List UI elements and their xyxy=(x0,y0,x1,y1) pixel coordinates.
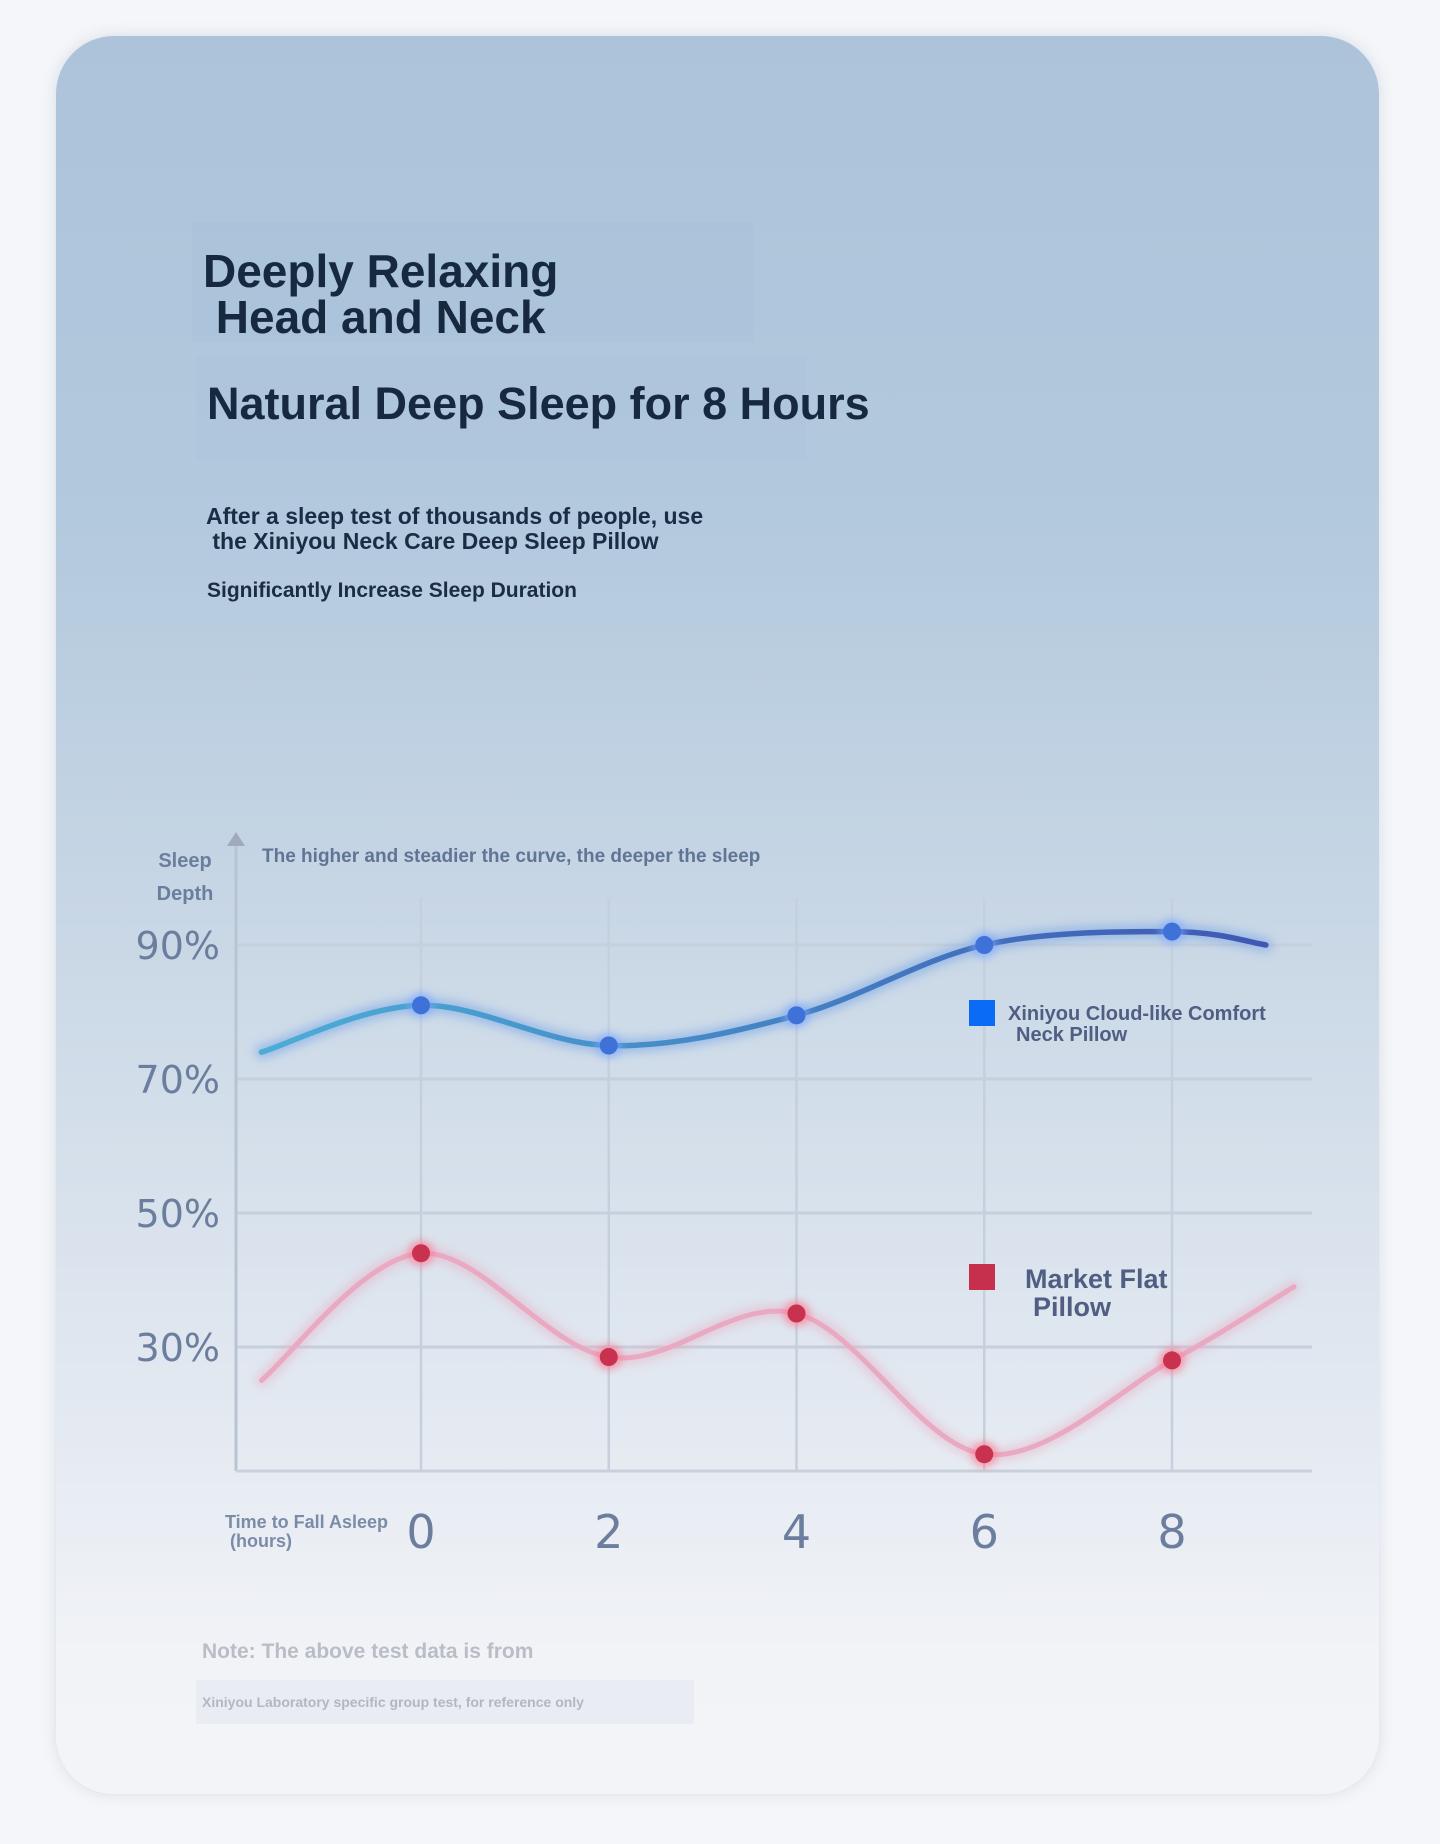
x-tick-label: 8 xyxy=(1157,1505,1187,1559)
series-xiniyou-point xyxy=(600,1037,618,1055)
headline-subtitle: Natural Deep Sleep for 8 Hours xyxy=(207,378,870,429)
y-tick-label: 30% xyxy=(135,1326,220,1370)
chart-caption: The higher and steadier the curve, the deeper the sleep xyxy=(262,846,761,867)
series-market-point xyxy=(1163,1351,1181,1369)
series-market-point xyxy=(412,1244,430,1262)
x-tick-label: 6 xyxy=(969,1505,999,1559)
series-market-point xyxy=(788,1305,806,1323)
legend-swatch-xiniyou xyxy=(969,1000,995,1026)
y-tick-label: 50% xyxy=(135,1192,220,1236)
series-xiniyou-point xyxy=(788,1006,806,1024)
series-xiniyou-point xyxy=(1163,923,1181,941)
y-axis-label: Sleep Depth xyxy=(156,850,214,905)
legend-swatch-market xyxy=(969,1264,995,1290)
series-market-point xyxy=(600,1348,618,1366)
x-tick-label: 0 xyxy=(406,1505,436,1559)
data-source-note: Note: The above test data is from xyxy=(202,1640,534,1663)
y-tick-label: 70% xyxy=(135,1058,220,1102)
series-xiniyou-point xyxy=(412,996,430,1014)
benefit-statement: Significantly Increase Sleep Duration xyxy=(207,579,577,602)
x-axis-label: Time to Fall Asleep (hours) xyxy=(225,1512,389,1551)
series-xiniyou-point xyxy=(975,936,993,954)
x-tick-label: 2 xyxy=(594,1505,624,1559)
series-market-point xyxy=(975,1445,993,1463)
legend-label-xiniyou: Xiniyou Cloud-like Comfort Neck Pillow xyxy=(1008,1003,1266,1046)
y-axis-arrow-icon xyxy=(227,832,245,846)
legend-label-market: Market Flat Pillow xyxy=(1025,1264,1168,1322)
x-tick-label: 4 xyxy=(781,1505,812,1559)
headline-title: Deeply Relaxing Head and Neck xyxy=(203,245,559,343)
y-tick-label: 90% xyxy=(135,924,220,968)
data-source-detail: Xiniyou Laboratory specific group test, for reference only xyxy=(202,1694,584,1710)
test-description: After a sleep test of thousands of people, use the Xiniyou Neck Care Deep Sleep Pillow xyxy=(206,503,704,554)
